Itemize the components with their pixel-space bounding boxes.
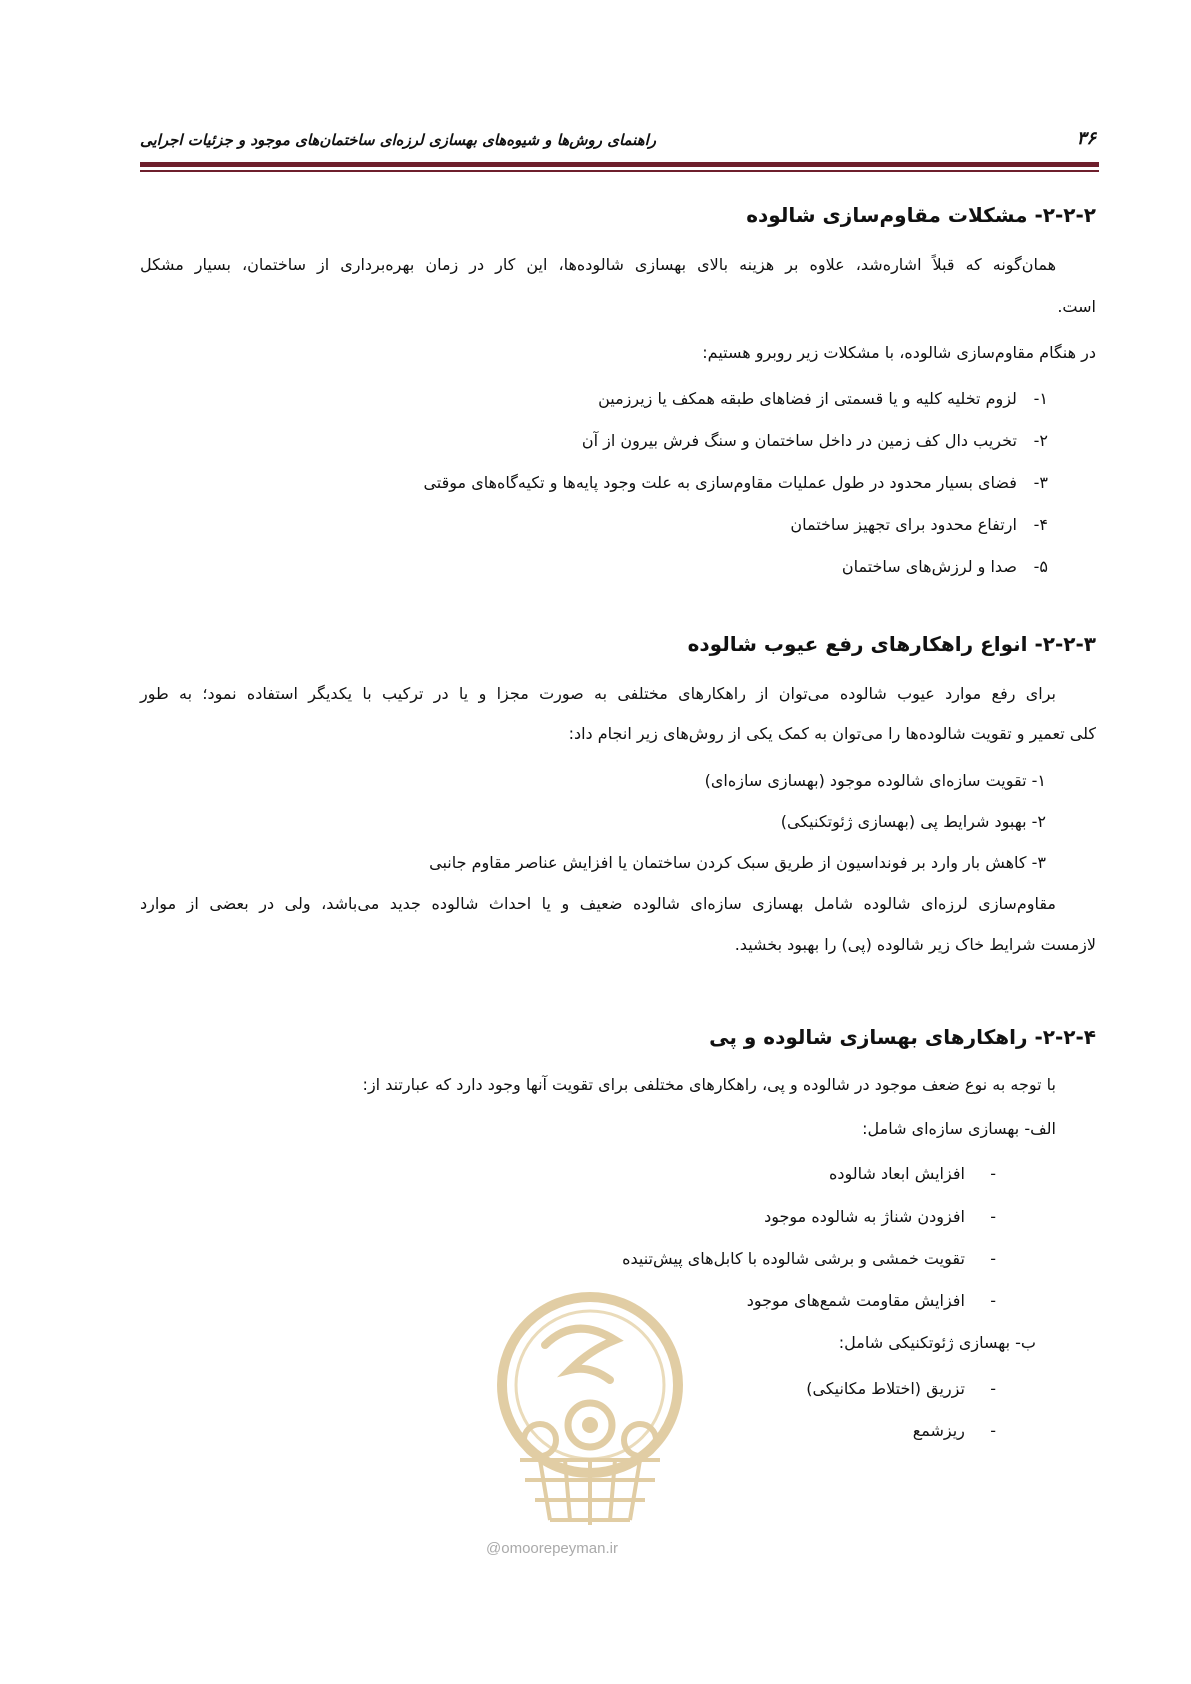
paragraph-intro: با توجه به نوع ضعف موجود در شالوده و پی، راهکارهای مختلفی برای تقویت آنها وجود دارد که عبارتند از: bbox=[362, 1075, 1056, 1094]
group-label: ب- بهسازی ژئوتکنیکی شامل: bbox=[838, 1333, 1036, 1352]
list-marker: ۵- bbox=[1033, 557, 1048, 576]
list-item bbox=[842, 557, 1048, 577]
list-marker: ۱- bbox=[1033, 389, 1048, 408]
list-marker: ۳- bbox=[1033, 473, 1048, 492]
list-marker: ۴- bbox=[1033, 515, 1048, 534]
paragraph-line: مقاوم‌سازی لرزه‌ای شالوده شامل بهسازی سازه‌ای شالوده ضعیف و یا احداث شالوده جدید می‌باشد، ولی در بعضی از موارد bbox=[140, 894, 1056, 913]
paragraph-line: است. bbox=[1057, 297, 1096, 316]
list-item-text: لزوم تخلیه کلیه و یا قسمتی از فضاهای طبقه همکف یا زیرزمین bbox=[598, 389, 1017, 408]
list-item bbox=[582, 431, 1048, 451]
list-item bbox=[764, 1207, 996, 1227]
section-heading-2-2-3: ۲-۲-۳- انواع راهکارهای رفع عیوب شالوده bbox=[687, 632, 1096, 656]
group-label: الف- بهسازی سازه‌ای شامل: bbox=[862, 1119, 1056, 1138]
paragraph-line: لازمست شرایط خاک زیر شالوده (پی) را بهبود بخشید. bbox=[734, 935, 1096, 954]
list-bullet: - bbox=[990, 1207, 996, 1226]
section-heading-2-2-4: ۲-۲-۴- راهکارهای بهسازی شالوده و پی bbox=[709, 1025, 1096, 1049]
list-marker: ۲- bbox=[1033, 431, 1048, 450]
list-item-text: فضای بسیار محدود در طول عملیات مقاوم‌سازی به علت وجود پایه‌ها و تکیه‌گاه‌های موقتی bbox=[423, 473, 1017, 492]
list-item bbox=[622, 1249, 996, 1269]
running-title: راهنمای روش‌ها و شیوه‌های بهسازی لرزه‌ای ساختمان‌های موجود و جزئیات اجرایی bbox=[140, 131, 657, 149]
watermark-url: @omoorepeyman.ir bbox=[486, 1540, 618, 1557]
list-item: ۲- بهبود شرایط پی (بهسازی ژئوتکنیکی) bbox=[780, 812, 1046, 831]
paragraph-line: همان‌گونه که قبلاً اشاره‌شد، علاوه بر هزینه بالای بهسازی شالوده‌ها، این کار در زمان بهره‌برداری از ساختمان، بسیار مشکل bbox=[140, 255, 1056, 274]
list-item-text: افزایش ابعاد شالوده bbox=[828, 1164, 965, 1183]
list-item bbox=[423, 473, 1048, 493]
list-item-text: تخریب دال کف زمین در داخل ساختمان و سنگ فرش بیرون از آن bbox=[581, 431, 1017, 450]
paragraph-line: برای رفع موارد عیوب شالوده می‌توان از راهکارهای مختلفی به صورت مجزا و یا در ترکیب با یکدیگر استفاده نمود؛ به طور bbox=[140, 684, 1056, 703]
running-header bbox=[140, 128, 1096, 158]
list-bullet: - bbox=[990, 1291, 996, 1310]
page-number: ۳۶ bbox=[1076, 128, 1096, 149]
watermark-logo bbox=[490, 1275, 690, 1565]
header-rule-thin bbox=[140, 170, 1099, 172]
paragraph-line: کلی تعمیر و تقویت شالوده‌ها را می‌توان به کمک یکی از روش‌های زیر انجام داد: bbox=[568, 724, 1096, 743]
list-item bbox=[829, 1164, 996, 1184]
list-bullet: - bbox=[990, 1249, 996, 1268]
list-item-text: تقویت خمشی و برشی شالوده با کابل‌های پیش‌تنیده bbox=[622, 1249, 965, 1268]
list-item-text: صدا و لرزش‌های ساختمان bbox=[841, 557, 1017, 576]
list-item-text: ریزشمع bbox=[912, 1421, 965, 1440]
list-item-text: افزایش مقاومت شمع‌های موجود bbox=[746, 1291, 965, 1310]
section-heading-2-2-2: ۲-۲-۲- مشکلات مقاوم‌سازی شالوده bbox=[746, 203, 1096, 227]
list-bullet: - bbox=[990, 1164, 996, 1183]
list-bullet: - bbox=[990, 1379, 996, 1398]
list-item bbox=[598, 389, 1048, 409]
list-item-text: ارتفاع محدود برای تجهیز ساختمان bbox=[790, 515, 1017, 534]
list-item-text: افزودن شناژ به شالوده موجود bbox=[764, 1207, 965, 1226]
list-item bbox=[913, 1421, 996, 1441]
header-rule-thick bbox=[140, 162, 1099, 167]
list-bullet: - bbox=[990, 1421, 996, 1440]
list-item: ۱- تقویت سازه‌ای شالوده موجود (بهسازی سازه‌ای) bbox=[704, 771, 1046, 790]
paragraph-intro: در هنگام مقاوم‌سازی شالوده، با مشکلات زیر روبرو هستیم: bbox=[702, 343, 1096, 362]
list-item bbox=[806, 1379, 996, 1399]
list-item bbox=[747, 1291, 996, 1311]
list-item bbox=[790, 515, 1048, 535]
list-item: ۳- کاهش بار وارد بر فونداسیون از طریق سبک کردن ساختمان یا افزایش عناصر مقاوم جانبی bbox=[429, 853, 1046, 872]
list-item-text: تزریق (اختلاط مکانیکی) bbox=[806, 1379, 965, 1398]
